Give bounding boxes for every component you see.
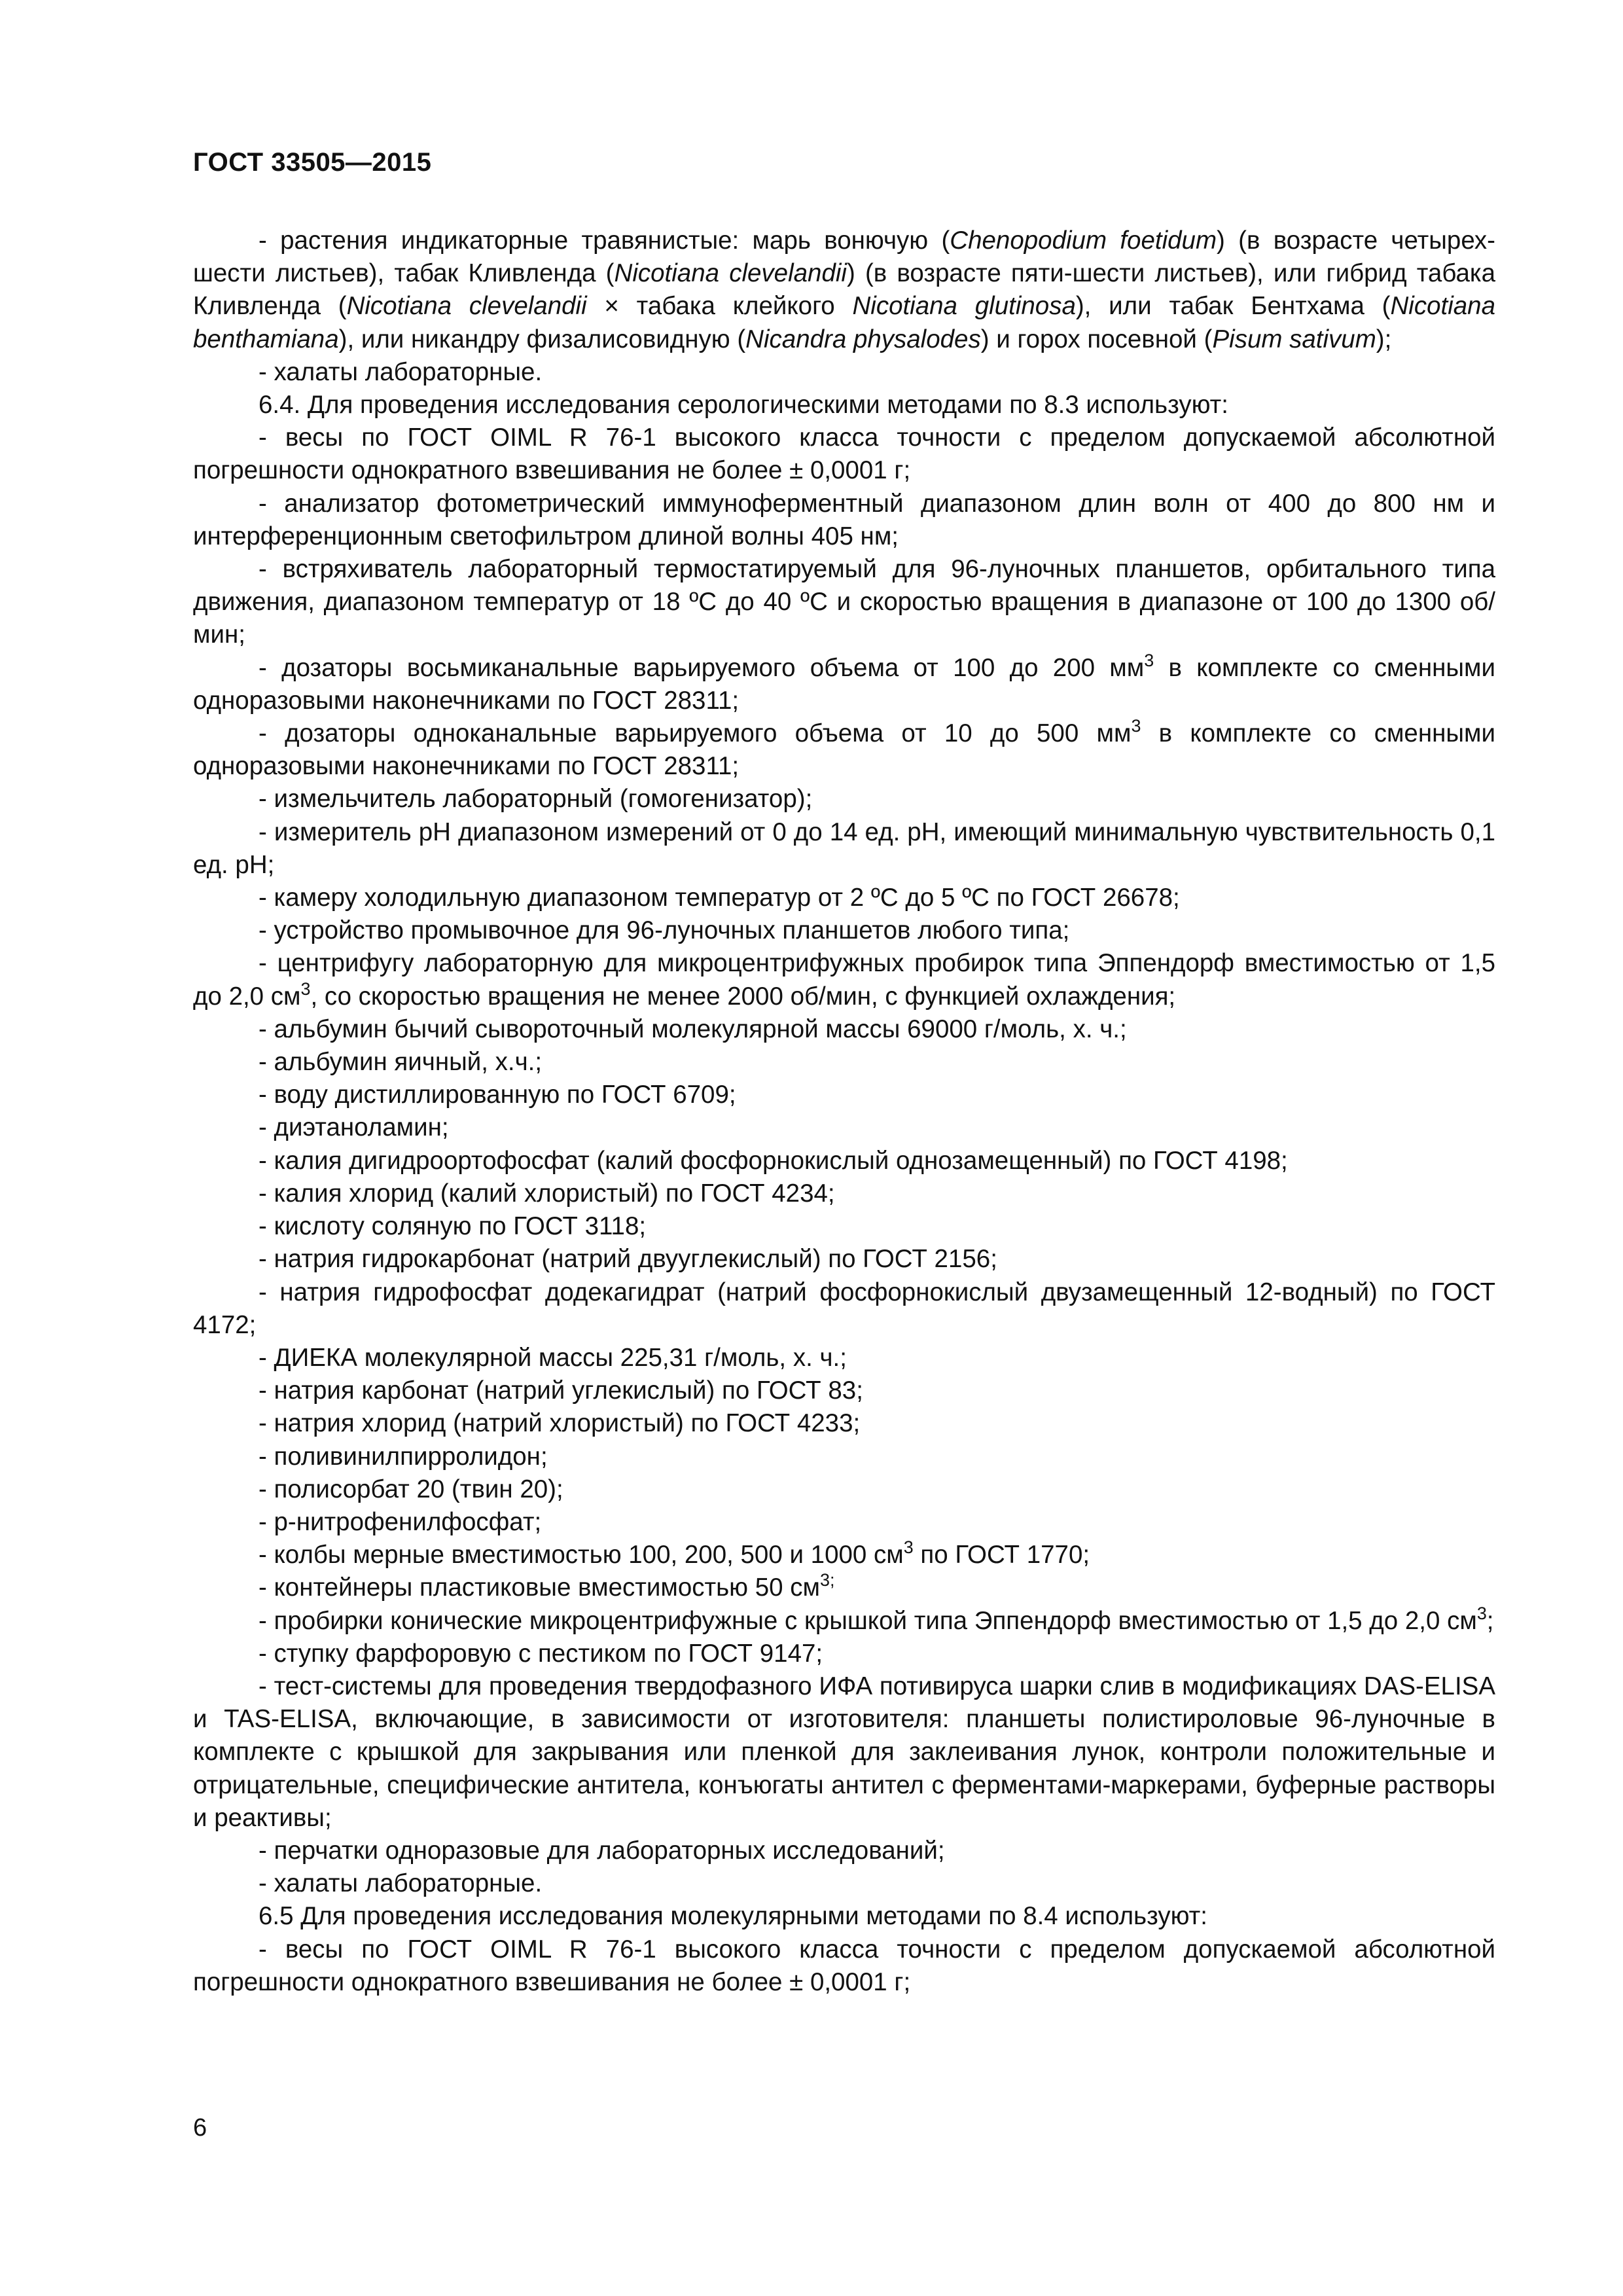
text-run: - натрия карбонат (натрий углекислый) по ГОСТ 83;: [259, 1376, 863, 1405]
superscript: 3: [1131, 716, 1141, 736]
paragraph: [193, 717, 1495, 783]
text-run: - воду дистиллированную по ГОСТ 6709;: [259, 1081, 736, 1109]
text-run: - измеритель pH диапазоном измерений от 0 до 14 ед. pH, имеющий минимальную чувствительность 0,1 ед. pH;: [193, 817, 1495, 879]
paragraph: [193, 1046, 1495, 1079]
paragraph: [193, 1374, 1495, 1407]
text-run: в комплекте со сменными одноразовыми наконечниками по ГОСТ 28311;: [193, 719, 1496, 781]
paragraph: [193, 1342, 1495, 1374]
text-run: - поливинилпирролидон;: [259, 1442, 548, 1471]
paragraph: [193, 224, 1495, 356]
text-run: - измельчитель лабораторный (гомогенизатор);: [259, 785, 813, 814]
standard-header: ГОСТ 33505—2015: [193, 148, 432, 177]
paragraph: [193, 356, 1495, 389]
italic-term: Chenopodium foetidum: [950, 226, 1217, 255]
paragraph: [193, 1013, 1495, 1046]
text-run: × табака клейкого: [586, 292, 853, 321]
text-run: - весы по ГОСТ OIML R 76-1 высокого класса точности с пределом допускаемой абсолютной погрешности однократного взвешивания не более ± 0,0001 г;: [193, 423, 1495, 485]
text-run: - дозаторы одноканальные варьируемого объема от 10 до 500 мм: [259, 719, 1132, 748]
paragraph: [193, 1111, 1495, 1144]
paragraph: [193, 422, 1495, 487]
text-run: по ГОСТ 1770;: [913, 1541, 1090, 1570]
paragraph: [193, 1605, 1495, 1638]
paragraph: [193, 1506, 1495, 1539]
superscript: 3;: [820, 1570, 835, 1590]
paragraph: [193, 1276, 1495, 1342]
paragraph: [193, 389, 1495, 422]
text-run: - колбы мерные вместимостью 100, 200, 500 и 1000 см: [259, 1541, 904, 1570]
paragraph: [193, 1473, 1495, 1506]
text-run: - пробирки конические микроцентрифужные с крышкой типа Эппендорф вместимостью от 1,5 до 2,0 см: [259, 1606, 1477, 1635]
paragraph: [193, 882, 1495, 914]
text-run: - встряхиватель лабораторный термостатируемый для 96-луночных планшетов, орбитального типа движения, диапазоном температур от 18 ºС до 40 ºС и скоростью вращения в диапазоне от 100 до 1300 об/мин;: [193, 555, 1495, 649]
text-run: );: [1376, 325, 1392, 353]
paragraph: [193, 1145, 1495, 1177]
superscript: 3: [1476, 1603, 1487, 1623]
text-run: - натрия хлорид (натрий хлористый) по ГОСТ 4233;: [259, 1409, 861, 1438]
italic-term: Nicotiana clevelandii: [346, 292, 587, 321]
text-run: - тест-системы для проведения твердофазного ИФА потивируса шарки слив в модификациях DAS-ELISA и TAS-ELISA, включающие, в зависимости от изготовителя: планшеты полистироловые 96-луночные в комплекте с крышкой для закрывания или пленкой для заклеивания лунок, контроли положительные и отрицательные, специфические антитела, конъюгаты антител с ферментами-маркерами, буферные растворы и реактивы;: [193, 1672, 1495, 1832]
text-run: - натрия гидрофосфат додекагидрат (натрий фосфорнокислый двузамещенный 12-водный) по ГОСТ 4172;: [193, 1278, 1495, 1339]
paragraph: [193, 1900, 1495, 1933]
paragraph: [193, 652, 1495, 717]
text-run: - альбумин яичный, х.ч.;: [259, 1048, 543, 1077]
paragraph: [193, 1933, 1495, 1999]
text-run: - устройство промывочное для 96-луночных планшетов любого типа;: [259, 916, 1070, 945]
text-run: ) (в возрасте четырех-шести листьев), табак Кливленда (: [193, 226, 1495, 288]
paragraph: [193, 488, 1495, 553]
text-run: - натрия гидрокарбонат (натрий двууглекислый) по ГОСТ 2156;: [259, 1245, 997, 1274]
superscript: 3: [300, 978, 311, 999]
text-run: - анализатор фотометрический иммуноферментный диапазоном длин волн от 400 до 800 нм и интерференционным светофильтром длиной волны 405 нм;: [193, 489, 1495, 550]
text-run: - перчатки одноразовые для лабораторных исследований;: [259, 1836, 945, 1865]
paragraph: [193, 1441, 1495, 1473]
text-run: ), или никандру физалисовидную (: [338, 325, 746, 353]
paragraph: [193, 816, 1495, 882]
text-run: - р-нитрофенилфосфат;: [259, 1507, 542, 1536]
paragraph: [193, 783, 1495, 816]
text-run: - ДИЕКА молекулярной массы 225,31 г/моль, х. ч.;: [259, 1343, 847, 1372]
paragraph: [193, 1407, 1495, 1440]
paragraph: [193, 553, 1495, 652]
italic-term: Nicotiana glutinosa: [852, 292, 1076, 321]
text-run: , со скоростью вращения не менее 2000 об/мин, с функцией охлаждения;: [310, 982, 1176, 1011]
text-run: 6.5 Для проведения исследования молекулярными методами по 8.4 используют:: [259, 1902, 1207, 1931]
text-run: - камеру холодильную диапазоном температур от 2 ºС до 5 ºС по ГОСТ 26678;: [259, 884, 1180, 912]
paragraph: [193, 1867, 1495, 1900]
paragraph: [193, 1079, 1495, 1111]
text-run: - контейнеры пластиковые вместимостью 50 см: [259, 1573, 820, 1602]
paragraph: [193, 1210, 1495, 1243]
paragraph: [193, 947, 1495, 1013]
text-run: - центрифугу лабораторную для микроцентрифужных пробирок типа Эппендорф вместимостью от 1,5 до 2,0 см: [193, 949, 1495, 1011]
italic-term: Nicotiana clevelandii: [614, 259, 847, 288]
italic-term: Pisum sativum: [1212, 325, 1376, 353]
text-run: в комплекте со сменными одноразовыми наконечниками по ГОСТ 28311;: [193, 653, 1495, 715]
text-run: - калия дигидроортофосфат (калий фосфорнокислый однозамещенный) по ГОСТ 4198;: [259, 1146, 1288, 1175]
paragraph: [193, 1177, 1495, 1210]
superscript: 3: [903, 1537, 914, 1558]
text-run: - халаты лабораторные.: [259, 357, 543, 386]
text-run: - альбумин бычий сывороточный молекулярной массы 69000 г/моль, х. ч.;: [259, 1014, 1127, 1043]
page-number: 6: [193, 2114, 207, 2142]
paragraph: [193, 1539, 1495, 1571]
text-run: - полисорбат 20 (твин 20);: [259, 1475, 563, 1503]
text-run: - кислоту соляную по ГОСТ 3118;: [259, 1212, 647, 1241]
paragraph: [193, 1638, 1495, 1670]
paragraph: [193, 1835, 1495, 1867]
paragraph: [193, 1571, 1495, 1604]
text-run: ;: [1486, 1606, 1494, 1635]
paragraph: [193, 1243, 1495, 1276]
text-run: ) (в возрасте пяти-шести листьев), или гибрид табака Кливленда (: [193, 259, 1495, 321]
italic-term: Nicotiana benthamiana: [193, 292, 1495, 353]
text-run: - диэтаноламин;: [259, 1113, 449, 1142]
text-run: ) и горох посевной (: [980, 325, 1213, 353]
text-run: - растения индикаторные травянистые: марь вонючую (: [259, 226, 950, 255]
text-run: - халаты лабораторные.: [259, 1869, 543, 1898]
text-run: 6.4. Для проведения исследования серологическими методами по 8.3 используют:: [259, 391, 1228, 420]
text-run: ), или табак Бентхама (: [1075, 292, 1391, 321]
text-run: - ступку фарфоровую с пестиком по ГОСТ 9147;: [259, 1639, 823, 1668]
text-run: - весы по ГОСТ OIML R 76-1 высокого класса точности с пределом допускаемой абсолютной погрешности однократного взвешивания не более ± 0,0001 г;: [193, 1935, 1495, 1996]
italic-term: Nicandra physalodes: [745, 325, 981, 353]
superscript: 3: [1144, 650, 1154, 670]
paragraph: [193, 1670, 1495, 1835]
text-run: - дозаторы восьмиканальные варьируемого объема от 100 до 200 мм: [259, 653, 1145, 682]
body-text: [193, 224, 1495, 1999]
text-run: - калия хлорид (калий хлористый) по ГОСТ 4234;: [259, 1179, 835, 1208]
paragraph: [193, 914, 1495, 947]
